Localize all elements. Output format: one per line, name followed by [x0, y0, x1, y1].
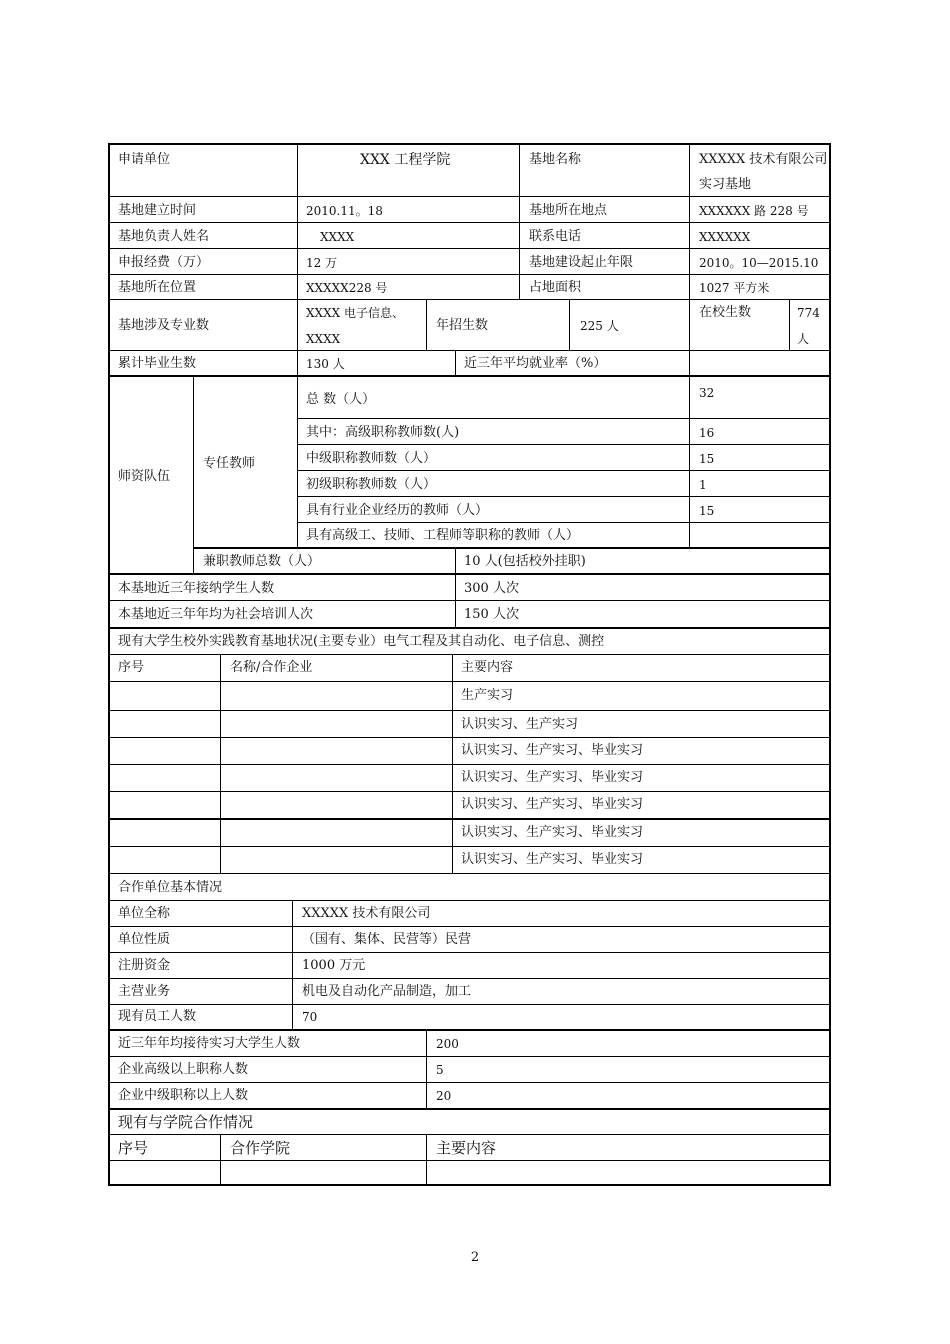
- faculty-engineer-label: 具有高级工、技师、工程师等职称的教师（人）: [306, 528, 580, 543]
- position-value: XXXXX228 号: [306, 281, 388, 295]
- partner-business-label: 主营业务: [118, 984, 171, 999]
- existing-base-row-content: 生产实习: [461, 688, 514, 703]
- training-label: 本基地近三年年均为社会培训人次: [118, 607, 314, 622]
- row-divider: [108, 873, 831, 874]
- partner-staff-label: 现有员工人数: [118, 1009, 197, 1024]
- partner-nature-value: （国有、集体、民营等）民营: [302, 932, 472, 947]
- base-name-label: 基地名称: [529, 152, 582, 167]
- majors-value: XXXX 电子信息、: [306, 306, 404, 320]
- phone-label: 联系电话: [529, 229, 582, 244]
- col-divider: [569, 299, 570, 350]
- existing-base-row-content: 认识实习、生产实习、毕业实习: [461, 852, 644, 867]
- graduates-value: 130 人: [306, 357, 345, 371]
- faculty-total-value: 32: [699, 386, 715, 400]
- existing-base-row-content: 认识实习、生产实习: [461, 717, 579, 732]
- col-divider: [220, 1134, 221, 1186]
- existing-bases-title: 现有大学生校外实践教育基地状况(主要专业）电气工程及其自动化、电子信息、测控: [118, 634, 605, 649]
- training-value: 150 人次: [464, 607, 519, 622]
- col-divider: [220, 654, 221, 873]
- graduates-label: 累计毕业生数: [118, 356, 197, 371]
- col-divider: [297, 143, 298, 375]
- partner-nature-label: 单位性质: [118, 932, 171, 947]
- partner-fullname-label: 单位全称: [118, 906, 171, 921]
- applicant-label: 申请单位: [118, 152, 171, 167]
- cooperation-header-no: 序号: [118, 1139, 149, 1157]
- period-value: 2010。10—2015.10: [699, 256, 819, 270]
- col-divider: [689, 375, 690, 547]
- area-label: 占地面积: [529, 280, 582, 295]
- faculty-junior-value: 1: [699, 478, 707, 492]
- established-label: 基地建立时间: [118, 203, 197, 218]
- col-divider: [426, 1134, 427, 1186]
- partner-capital-label: 注册资金: [118, 958, 171, 973]
- existing-bases-header-content: 主要内容: [461, 660, 514, 675]
- col-divider: [519, 143, 520, 299]
- faculty-senior-value: 16: [699, 426, 715, 440]
- col-divider: [455, 350, 456, 375]
- majors-label: 基地涉及专业数: [118, 318, 210, 333]
- students-value: 774: [797, 306, 820, 320]
- col-divider: [426, 299, 427, 350]
- period-label: 基地建设起止年限: [529, 255, 634, 270]
- parttime-value: 10 人(包括校外挂职): [464, 554, 586, 569]
- parttime-label: 兼职教师总数（人）: [203, 554, 321, 569]
- students-value-unit: 人: [797, 332, 810, 346]
- col-divider: [689, 299, 690, 350]
- existing-base-row-content: 认识实习、生产实习、毕业实习: [461, 825, 644, 840]
- col-divider: [292, 900, 293, 1029]
- page-number: 2: [470, 1250, 480, 1265]
- partner-capital-value: 1000 万元: [302, 958, 366, 973]
- majors-value-line2: XXXX: [306, 332, 341, 346]
- area-value: 1027 平方米: [699, 281, 770, 295]
- faculty-team-label: 师资队伍: [118, 469, 171, 484]
- row-divider: [297, 418, 831, 419]
- existing-bases-header-name: 名称/合作企业: [230, 660, 313, 675]
- existing-base-row-content: 认识实习、生产实习、毕业实习: [461, 770, 644, 785]
- partner-interns-label: 近三年年均接待实习大学生人数: [118, 1036, 301, 1051]
- row-divider: [108, 710, 831, 711]
- faculty-senior-label: 其中：高级职称教师数(人): [306, 425, 460, 440]
- fulltime-teacher-label: 专任教师: [203, 456, 256, 471]
- faculty-middle-label: 中级职称教师数（人）: [306, 451, 437, 466]
- cooperation-title: 现有与学院合作情况: [118, 1113, 254, 1131]
- established-value: 2010.11。18: [306, 204, 383, 218]
- partner-interns-value: 200: [436, 1037, 459, 1051]
- partner-middle-value: 20: [436, 1089, 452, 1103]
- location-label: 基地所在地点: [529, 203, 608, 218]
- enroll-value: 225 人: [580, 319, 619, 333]
- partner-title: 合作单位基本情况: [118, 880, 223, 895]
- faculty-industry-label: 具有行业企业经历的教师（人）: [306, 503, 489, 518]
- phone-value: XXXXXX: [699, 230, 751, 244]
- location-value: XXXXXX 路 228 号: [699, 204, 809, 218]
- existing-bases-header-no: 序号: [118, 660, 145, 675]
- faculty-junior-label: 初级职称教师数（人）: [306, 477, 437, 492]
- col-divider: [297, 375, 298, 547]
- students-label: 在校生数: [699, 305, 752, 320]
- position-label: 基地所在位置: [118, 280, 197, 295]
- partner-staff-value: 70: [302, 1010, 318, 1024]
- partner-middle-label: 企业中级职称以上人数: [118, 1088, 249, 1103]
- row-divider: [108, 681, 831, 682]
- applicant-value: XXX 工程学院: [360, 152, 451, 168]
- partner-senior-label: 企业高级以上职称人数: [118, 1062, 249, 1077]
- cooperation-header-content: 主要内容: [436, 1139, 497, 1157]
- funding-value: 12 万: [306, 256, 338, 270]
- faculty-industry-value: 15: [699, 504, 715, 518]
- col-divider: [689, 143, 690, 299]
- faculty-middle-value: 15: [699, 452, 715, 466]
- base-name-value-line2: 实习基地: [699, 177, 752, 192]
- employment-label: 近三年平均就业率（%）: [464, 356, 607, 371]
- received-value: 300 人次: [464, 581, 519, 596]
- col-divider: [452, 654, 453, 873]
- partner-fullname-value: XXXXX 技术有限公司: [302, 906, 431, 921]
- received-label: 本基地近三年接纳学生人数: [118, 581, 275, 596]
- cooperation-header-college: 合作学院: [230, 1139, 291, 1157]
- col-divider: [426, 1029, 427, 1108]
- manager-value: XXXX: [320, 230, 355, 244]
- funding-label: 申报经费（万）: [118, 255, 210, 270]
- col-divider: [455, 547, 456, 627]
- existing-base-row-content: 认识实习、生产实习、毕业实习: [461, 743, 644, 758]
- partner-senior-value: 5: [436, 1063, 444, 1077]
- existing-base-row-content: 认识实习、生产实习、毕业实习: [461, 797, 644, 812]
- col-divider: [789, 299, 790, 350]
- col-divider: [689, 350, 690, 375]
- base-name-value: XXXXX 技术有限公司: [699, 152, 828, 167]
- enroll-label: 年招生数: [436, 318, 489, 333]
- faculty-total-label: 总 数（人）: [306, 392, 376, 407]
- manager-label: 基地负责人姓名: [118, 229, 210, 244]
- col-divider: [193, 375, 194, 573]
- partner-business-value: 机电及自动化产品制造，加工: [302, 984, 472, 999]
